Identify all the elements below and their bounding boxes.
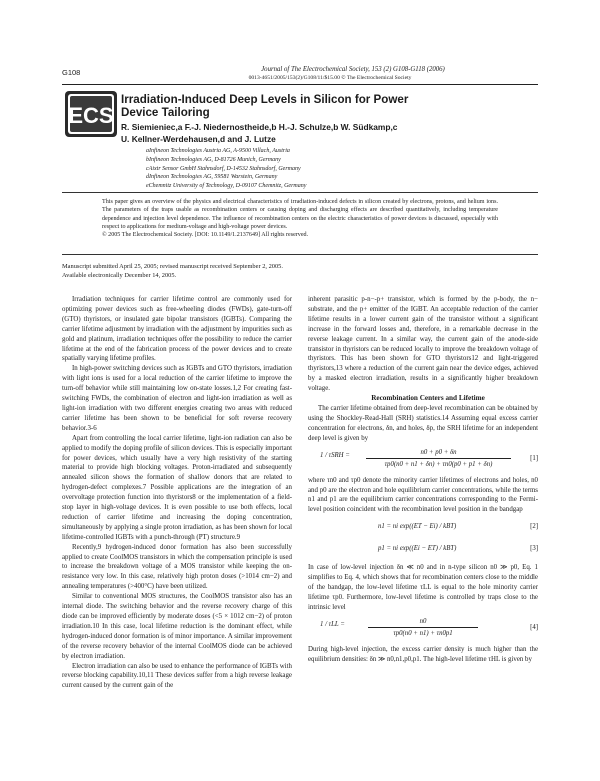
abstract (102, 198, 498, 239)
page-number: G108 (62, 68, 81, 77)
abstract-copyright: © 2005 The Electrochemical Society. [DOI: 10.1149/1.2137649] All rights reserved. (102, 232, 309, 239)
paragraph: Apart from controlling the local carrier lifetime, light-ion radiation can also be applied to modify the doping profile of silicon devices. This is especially important for power devices, which usually have a very high resistivity of the starting material to provide high blocking voltages. Proton-irradiated and subsequently annealed silicon shows the formation of shallow donors that are related to hydrogen-defect complexes.7 Possible applications are the integration of an overvoltage protection function into thyristors8 or the implementation of a field-stop layer in high-voltage devices. It is even possible to use both effects, local reduction of carrier lifetime and increasing the doping concentration, simultaneously by applying a single proton irradiation, as has been shown for local lifetime-controlled IGBTs with a punch-through (PT) structure.9 (62, 434, 292, 541)
history-line-1: Manuscript submitted April 25, 2005; revised manuscript received September 2, 2005. (62, 263, 283, 270)
paragraph: inherent parasitic p-n−-p+ transistor, which is formed by the p-body, the n− substrate, and the p+ emitter of the IGBT. An acceptable reduction of the carrier lifetime results in a lower current gain of the transistor without a significant increase in the forward losses and, therefore, in a remarkable decrease in the reverse leakage current. In a similar way, the current gain of the anode-side transistor in thyristors can be reduced locally to improve the breakdown voltage of thyristors. This has been shown for GTO thyristors12 and light-triggered thyristors,13 where a reduction of the current gain near the device edges, achieved by a masked electron irradiation, results in a significantly higher breakdown voltage. (308, 296, 538, 393)
abstract-text: This paper gives an overview of the physics and electrical characteristics of irradiation-induced defects in silicon created by electrons, protons, and helium ions. The parameters of the traps usable as recombination centers or causing doping and discharging effects are described quantitatively, including temperature dependence and injection level dependence. The influence of recombination centers on the electric characteristics of power devices is discussed, especially with respect to applications for medium-voltage and high-voltage power devices. (102, 199, 498, 230)
equation-2 (308, 519, 538, 537)
paragraph: Irradiation techniques for carrier lifetime control are commonly used for optimizing power devices such as free-wheeling diodes (FWDs), gate-turn-off (GTO) thyristors, or insulated gate bipolar transistors (IGBTs). Comparing the carrier lifetime adjustment by irradiation with the adjustment by impurities such as gold and platinum, irradiation techniques offer the possibility to reduce the carrier lifetime at the end of the fabrication process of the power devices and to create spatially varying lifetime profiles. (62, 296, 292, 363)
affiliation-b: bInfineon Technologies AG, D-81726 Munich, Germany (146, 156, 281, 163)
header-rule (62, 84, 538, 85)
right-column (308, 295, 538, 665)
title-line-1: Irradiation-Induced Deep Levels in Silicon for Power (121, 93, 409, 106)
equation-body: n1 = ni exp((ET − Ei) / kBT) (378, 523, 457, 531)
paragraph: Recently,9 hydrogen-induced donor formation has also been successfully applied to create CoolMOS transistors in which the compensation principle is used to increase the breakdown voltage of a MOS transistor while keeping the on-resistance very low. In this case, relatively high proton doses (>1014 cm−2) and annealing temperatures (>400°C) have been utilized. (62, 543, 292, 591)
paragraph: Similar to conventional MOS structures, the CoolMOS transistor also has an internal diode. The switching behavior and the reverse recovery charge of this diode can be improved efficiently by moderate doses (<5 × 1012 cm−2) of proton irradiation.10 In this case, local lifetime reduction is the dominant effect, while hydrogen-induced donor formation is of minor importance. A similar improvement of the reverse recovery behavior of the internal CoolMOS diode can be achieved by electron irradiation. (62, 593, 292, 660)
logo-text: ECS (68, 103, 114, 128)
authors-line-2: U. Kellner-Werdehausen,d and J. Lutze (121, 134, 276, 144)
equation-1 (308, 448, 538, 472)
title-line-2: Device Tailoring (121, 106, 210, 119)
equation-numerator: n0 (368, 617, 478, 628)
journal-citation: Journal of The Electrochemical Society, 153 (2) G108-G118 (2006) (261, 66, 445, 73)
left-column (62, 295, 292, 691)
affiliation-a: aInfineon Technologies Austria AG, A-9500 Villach, Austria (146, 148, 290, 154)
equation-denominator: τp0(n0 + n1 + δn) + τn0(p0 + p1 + δn) (384, 460, 493, 468)
equation-number: [4] (530, 623, 538, 631)
equation-lhs: 1 / τLL = (320, 620, 345, 628)
paragraph: Electron irradiation can also be used to enhance the performance of IGBTs with reverse blocking capability.10,11 These devices suffer from a high reverse leakage current caused by the current gain of the (62, 662, 292, 690)
equation-number: [3] (530, 545, 538, 553)
paragraph: In high-power switching devices such as IGBTs and GTO thyristors, irradiation with light ions is used for a local reduction of the carrier lifetime to improve the turn-off behavior while still maintaining low on-state losses.1,2 For creating fast-switching FWDs, the combination of electron and light-ion irradiation as well as light-ion irradiation with two different energies creating two areas with reduced carrier lifetime has been shown to be beneficial for soft reverse recovery behavior.3-6 (62, 365, 292, 432)
paragraph: where τn0 and τp0 denote the minority carrier lifetimes of electrons and holes, n0 and p0 are the electron and hole equilibrium carrier concentrations, while the terms n1 and p1 are the equilibrium carrier concentrations corresponding to the Fermi-level position coincident with the recombination level position in the bandgap (308, 476, 538, 514)
paragraph: During high-level injection, the excess carrier density is much higher than the equilibrium densities: δn ≫ n0,n1,p0,p1. The high-level lifetime τHL is given by (308, 645, 538, 663)
history-line-2: Available electronically December 14, 2005. (62, 271, 177, 279)
abstract-top-rule (62, 192, 538, 193)
authors-line-1: R. Siemieniec,a F.-J. Niedernostheide,b H.-J. Schulze,b W. Südkamp,c (121, 122, 398, 132)
author-list (121, 121, 521, 145)
equation-lhs: 1 / τSRH = (320, 451, 350, 459)
paragraph: In case of low-level injection δn ≪ n0 and in n-type silicon n0 ≫ p0, Eq. 1 simplifies to Eq. 4, which shows that for recombination centers close to the middle of the bandgap, the low-level lifetime τLL is equal to the hole minority carrier lifetime τp0. Furthermore, low-level lifetime is controlled by traps close to the intrinsic level (308, 564, 538, 611)
equation-body: p1 = ni exp((Ei − ET) / kBT) (378, 545, 457, 553)
equation-denominator: τp0(n0 + n1) + τn0p1 (393, 629, 453, 637)
section-heading: Recombination Centers and Lifetime (371, 394, 485, 403)
equation-4 (308, 617, 538, 641)
equation-number: [2] (530, 523, 538, 531)
abstract-bottom-rule (62, 254, 538, 255)
paper-title (121, 93, 501, 119)
equation-3 (308, 541, 538, 559)
affiliations (146, 147, 516, 191)
affiliation-c: cAixtr Sensor GmbH Stahnsdorf, D-14532 Stahnsdorf, Germany (146, 165, 301, 172)
doi-line: 0013-4651/2005/153(2)/G108/11/$15.00 © The Electrochemical Society (248, 75, 412, 81)
manuscript-history (62, 263, 538, 280)
ecs-logo (64, 90, 118, 138)
equation-numerator: n0 + p0 + δn (366, 448, 511, 459)
paragraph: The carrier lifetime obtained from deep-level recombination can be obtained by using the Shockley-Read-Hall (SRH) statistics.14 Assuming equal excess carrier concentration for electrons, δn, and holes, δp, the SRH lifetime for an independent deep level is given by (308, 404, 538, 442)
equation-number: [1] (530, 454, 538, 462)
affiliation-e: eChemnitz University of Technology, D-09107 Chemnitz, Germany (146, 183, 307, 190)
affiliation-d: dInfineon Technologies AG, 59581 Warstein, Germany (146, 174, 278, 181)
